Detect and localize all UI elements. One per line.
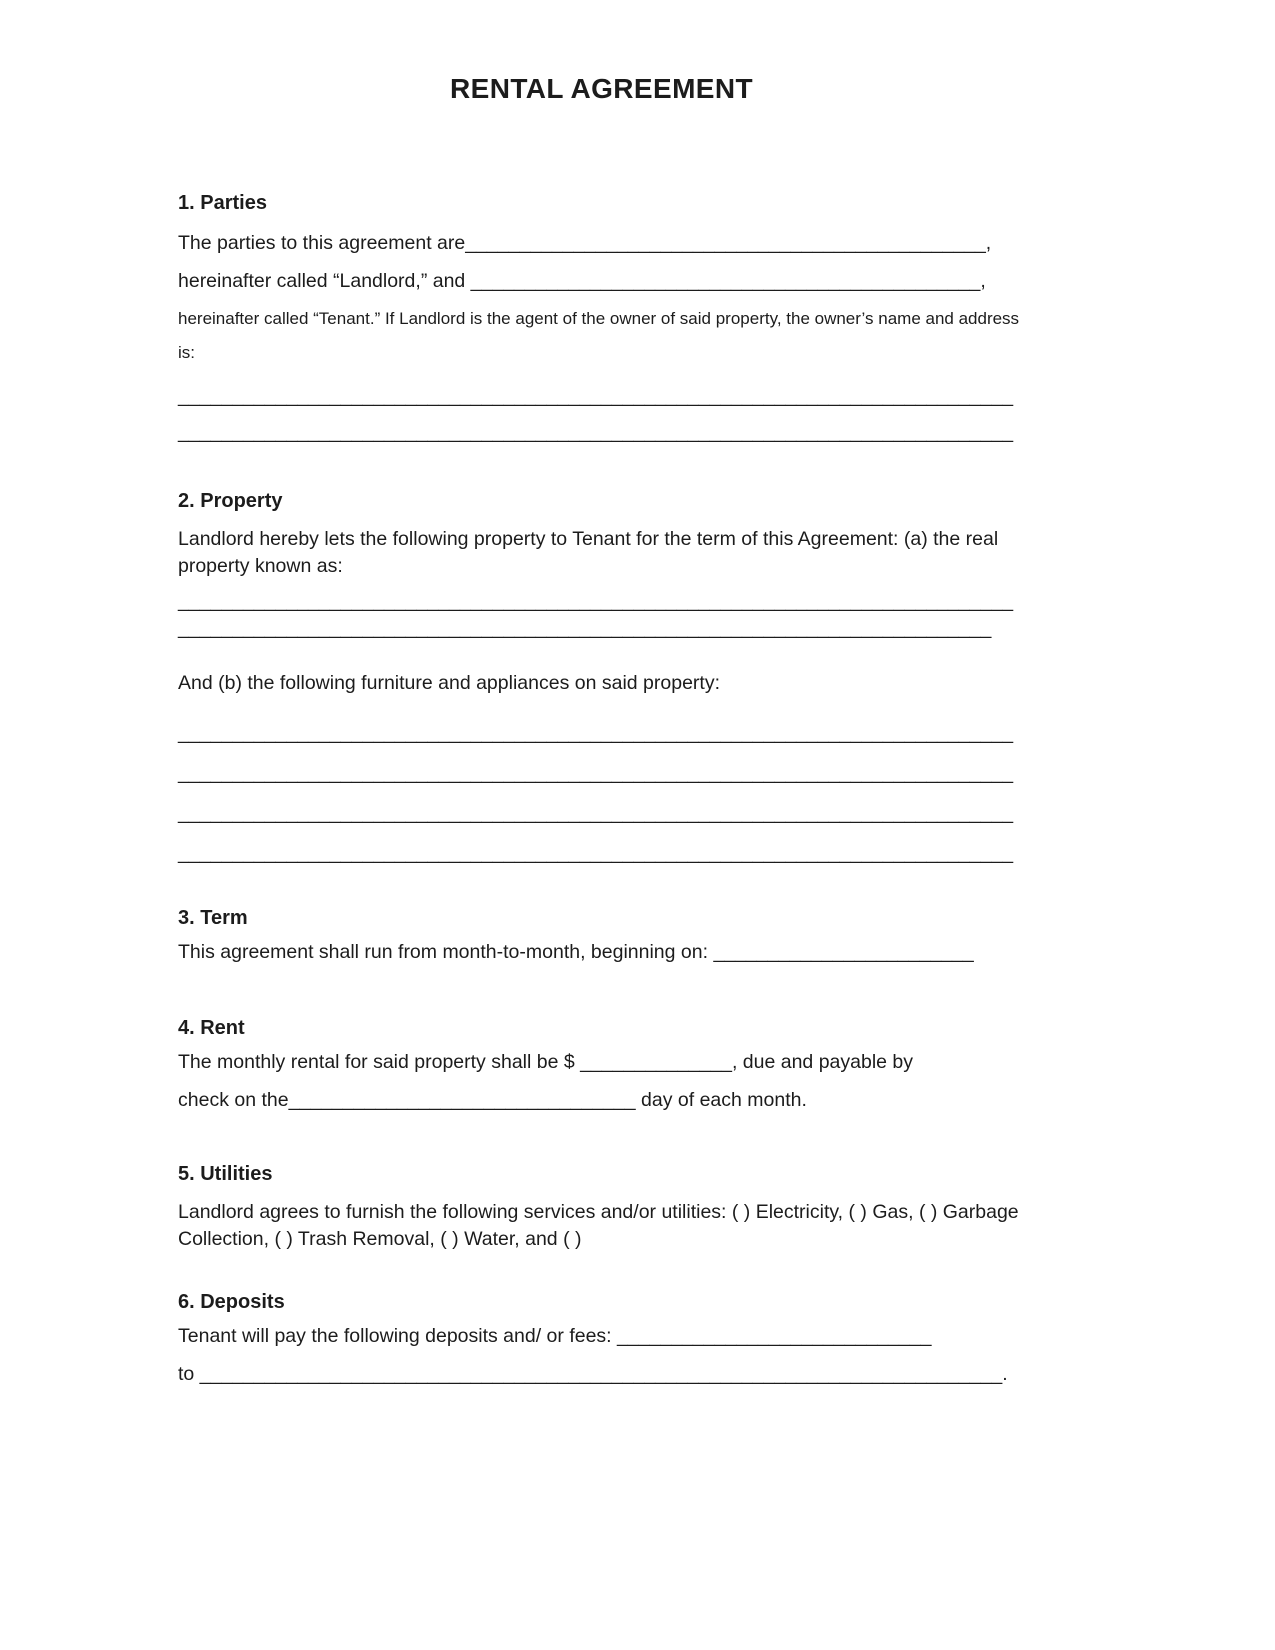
section-term-heading: 3. Term	[178, 907, 248, 929]
section-parties-heading: 1. Parties	[178, 192, 267, 214]
furniture-blank-line-1: _____________________________________________________________________________	[178, 722, 1014, 744]
deposits-fees-line: Tenant will pay the following deposits and/ or fees: _____________________________	[178, 1325, 932, 1347]
parties-line-landlord-name: The parties to this agreement are________________________________________________,	[178, 232, 992, 254]
term-line: This agreement shall run from month-to-month, beginning on: ________________________	[178, 941, 974, 963]
furniture-blank-line-3: _____________________________________________________________________________	[178, 802, 1014, 824]
section-parties	[178, 190, 1025, 450]
furniture-blank-line-4: _____________________________________________________________________________	[178, 842, 1014, 864]
furniture-appliances-text: And (b) the following furniture and appliances on said property:	[178, 672, 720, 694]
section-utilities	[178, 1161, 1025, 1253]
parties-line-tenant-name: hereinafter called “Landlord,” and _______________________________________________,	[178, 270, 986, 292]
parties-agent-note: hereinafter called “Tenant.” If Landlord is the agent of the owner of said property, the owner’s name and address is:	[178, 309, 1020, 362]
owner-address-blank-line-2: _____________________________________________________________________________	[178, 421, 1014, 443]
property-description-text: Landlord hereby lets the following property to Tenant for the term of this Agreement: (a) the real property known as:	[178, 528, 999, 577]
rent-amount-line: The monthly rental for said property shall be $ ______________, due and payable by	[178, 1051, 914, 1073]
section-property-heading: 2. Property	[178, 490, 283, 512]
section-property	[178, 488, 1025, 873]
deposits-payee-line: to __________________________________________________________________________.	[178, 1363, 1008, 1385]
furniture-blank-line-2: _____________________________________________________________________________	[178, 762, 1014, 784]
section-rent	[178, 1015, 1025, 1119]
rent-due-date-line: check on the________________________________ day of each month.	[178, 1089, 807, 1111]
property-address-blank-line-2: ___________________________________________________________________________	[178, 617, 992, 639]
section-deposits-heading: 6. Deposits	[178, 1291, 285, 1313]
section-term	[178, 905, 1025, 971]
document-title: RENTAL AGREEMENT	[450, 73, 753, 104]
property-address-blank-line-1: _____________________________________________________________________________	[178, 590, 1014, 612]
utilities-text: Landlord agrees to furnish the following services and/or utilities: ( ) Electricity, ( ) Gas, ( ) Garbage Collection, ( ) Trash Removal, ( ) Water, and ( )	[178, 1201, 1019, 1250]
section-rent-heading: 4. Rent	[178, 1017, 245, 1039]
owner-address-blank-line-1: _____________________________________________________________________________	[178, 385, 1014, 407]
section-utilities-heading: 5. Utilities	[178, 1163, 273, 1185]
section-deposits	[178, 1289, 1025, 1393]
